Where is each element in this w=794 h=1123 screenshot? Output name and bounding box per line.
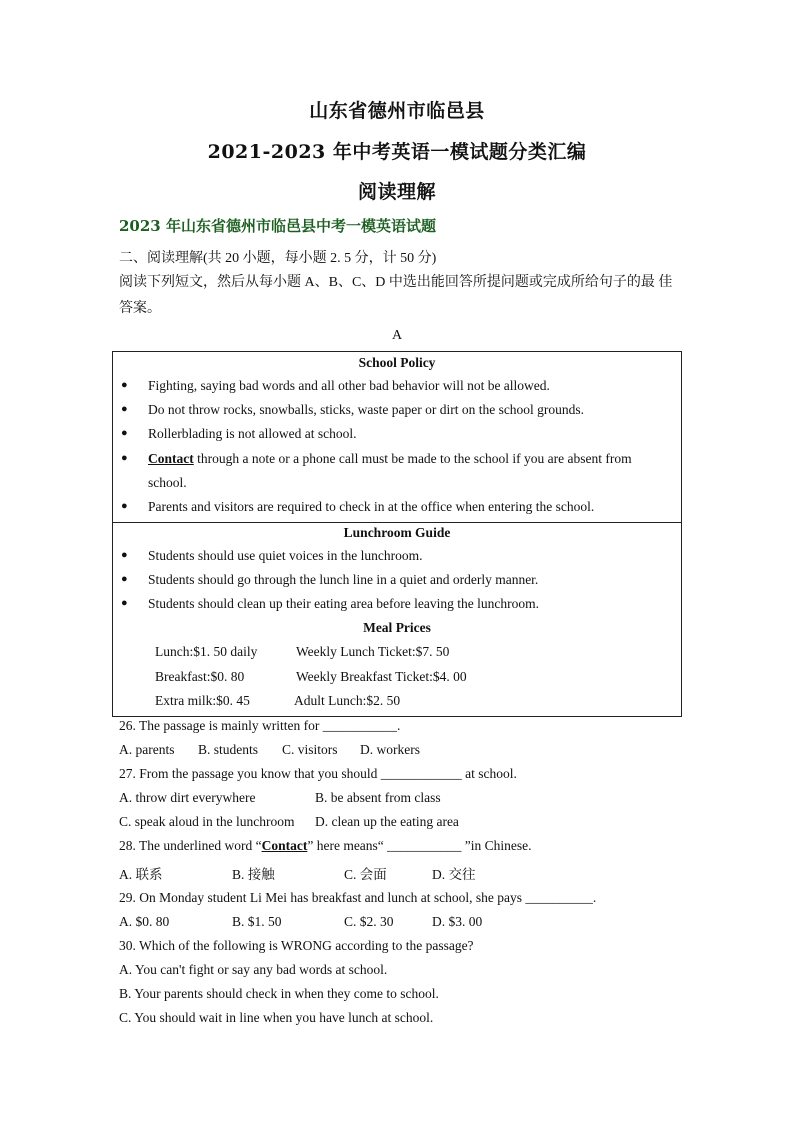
price-left: Extra milk:$0. 45 bbox=[155, 693, 250, 708]
question-30: 30. Which of the following is WRONG according to the passage? bbox=[119, 938, 474, 953]
price-right: Weekly Breakfast Ticket:$4. 00 bbox=[296, 669, 467, 684]
bullet-icon: ● bbox=[121, 403, 128, 415]
price-left: Lunch:$1. 50 daily bbox=[155, 644, 258, 659]
price-row bbox=[155, 669, 467, 685]
option: D. $3. 00 bbox=[432, 914, 483, 929]
option: A. throw dirt everywhere bbox=[119, 790, 256, 805]
contact-underlined-word: Contact bbox=[148, 451, 194, 466]
bullet-icon: ● bbox=[121, 452, 128, 464]
option: D. clean up the eating area bbox=[315, 814, 459, 829]
contact-underlined-word: Contact bbox=[261, 838, 308, 853]
question-29: 29. On Monday student Li Mei has breakfast and lunch at school, she pays __________. bbox=[119, 890, 597, 905]
option: B. $1. 50 bbox=[232, 914, 282, 929]
price-row bbox=[155, 644, 450, 660]
document-title-topic: 阅读理解 bbox=[357, 181, 436, 203]
option: A. 联系 bbox=[119, 867, 163, 882]
option: C. You should wait in line when you have lunch at school. bbox=[119, 1010, 434, 1025]
price-row bbox=[155, 693, 401, 709]
option: A. parents bbox=[119, 742, 175, 757]
option: D. workers bbox=[360, 742, 420, 757]
reading-instruction: 阅读下列短文，然后从每小题 A、B、C、D 中选出能回答所提问题或完成所给句子的最 佳答案。 bbox=[119, 275, 673, 316]
option: C. $2. 30 bbox=[344, 914, 394, 929]
option: A. You can't fight or say any bad words at school. bbox=[119, 962, 388, 977]
question-27: 27. From the passage you know that you should ____________ at school. bbox=[119, 766, 517, 781]
option: B. students bbox=[198, 742, 259, 757]
part-heading: 二、阅读理解(共 20 小题，每小题 2. 5 分，计 50 分) bbox=[119, 251, 437, 266]
option: B. 接触 bbox=[232, 867, 275, 882]
bullet-icon: ● bbox=[121, 379, 128, 391]
option: C. visitors bbox=[282, 742, 338, 757]
passage-letter: A bbox=[391, 328, 403, 343]
document-title-region: 山东省德州市临邑县 bbox=[309, 100, 485, 122]
option: C. speak aloud in the lunchroom bbox=[119, 814, 295, 829]
bullet-icon: ● bbox=[121, 549, 128, 561]
bullet-icon: ● bbox=[121, 573, 128, 585]
bullet-icon: ● bbox=[121, 427, 128, 439]
bullet-icon: ● bbox=[121, 597, 128, 609]
price-right: Weekly Lunch Ticket:$7. 50 bbox=[296, 644, 450, 659]
meal-prices-heading: Meal Prices bbox=[363, 620, 431, 635]
option: B. be absent from class bbox=[315, 790, 441, 805]
notice-box: School Policy ● Fighting, saying bad words and all other bad behavior will not be allowed. ● Do not throw rocks, snowballs, sticks, waste paper or dirt on the school grounds. ● Rollerblading is not allowed at school. ● Contact through a note or a phone call must be made to the school if you are absent from school. ● Parents and visitors are required to check in at the office when entering the school. Lunchroom Guide ● Students should use quiet voices in the lunchroom. ● Students should go through the lunch line in a quiet and orderly manner. ● Students should clean up their eating area before leaving the lunchroom. Meal Prices Lunch:$1. 50 daily Weekly Lunch Ticket:$7. 50 Breakfast:$0. 80 Weekly Breakfast Ticket:$4. 00 Extra milk:$0. 45 Adult Lunch:$2. 50 bbox=[112, 351, 682, 717]
option: C. 会面 bbox=[344, 867, 387, 882]
bullet-icon: ● bbox=[121, 500, 128, 512]
box-divider bbox=[113, 522, 681, 523]
lunchroom-guide-heading: Lunchroom Guide bbox=[343, 525, 451, 540]
price-right: Adult Lunch:$2. 50 bbox=[294, 693, 401, 708]
question-28: 28. The underlined word “Contact” here means“ ___________ ”in Chinese. bbox=[119, 838, 532, 853]
option: D. 交往 bbox=[432, 867, 476, 882]
question-26: 26. The passage is mainly written for ___________. bbox=[119, 718, 401, 733]
exam-section-title: 2023 年山东省德州市临邑县中考一模英语试题 bbox=[119, 217, 436, 235]
option: A. $0. 80 bbox=[119, 914, 170, 929]
price-left: Breakfast:$0. 80 bbox=[155, 669, 245, 684]
option: B. Your parents should check in when they come to school. bbox=[119, 986, 439, 1001]
school-policy-heading: School Policy bbox=[358, 355, 436, 370]
document-title-compilation: 2021-2023 年中考英语一模试题分类汇编 bbox=[207, 141, 587, 163]
